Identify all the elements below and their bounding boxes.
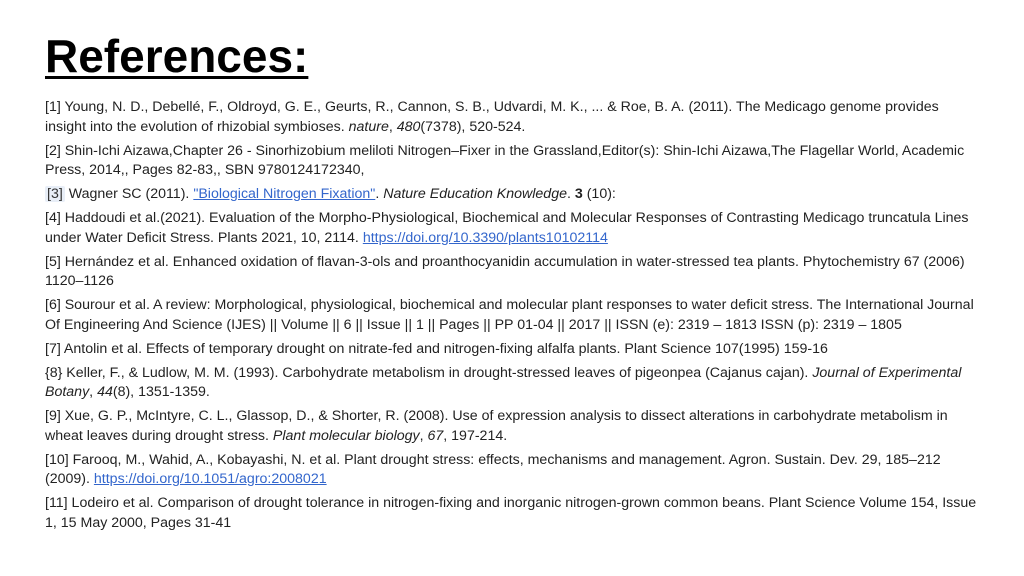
- reference-item: [45, 98, 980, 137]
- reference-item: [45, 253, 980, 292]
- reference-text: [6] Sourour et al. A review: Morphological, physiological, biochemical and molecular plant responses to water deficit stress. The International Journal Of Engineering And Science (IJES) || Volume || 6 || Issue || 1 || Pages || PP 01-04 || 2017 || ISSN (e): 2319 – 1813 ISSN (p): 2319 – 1805: [45, 297, 974, 333]
- reference-item: [45, 296, 980, 335]
- reference-item: [45, 494, 980, 533]
- reference-item: [45, 185, 980, 205]
- reference-link[interactable]: "Biological Nitrogen Fixation": [193, 186, 376, 202]
- reference-item: [45, 451, 980, 490]
- reference-volume: 480: [396, 118, 421, 135]
- reference-text: [1] Young, N. D., Debellé, F., Oldroyd, G. E., Geurts, R., Cannon, S. B., Udvardi, M. K., ... & Roe, B. A. (2011). The Medicago genome provides insight into the evolution of rhizobial symbioses.: [45, 99, 939, 135]
- reference-volume: 67: [427, 427, 444, 444]
- reference-text: [9] Xue, G. P., McIntyre, C. L., Glassop, D., & Shorter, R. (2008). Use of expression analysis to dissect alterations in carbohydrate metabolism in wheat leaves during drought stress.: [45, 408, 948, 444]
- reference-journal: Plant molecular biology: [272, 427, 420, 444]
- reference-item: [45, 364, 980, 403]
- reference-item: [45, 209, 980, 248]
- doi-link[interactable]: https://doi.org/10.3390/plants10102114: [362, 229, 608, 246]
- reference-text: {8} Keller, F., & Ludlow, M. M. (1993). Carbohydrate metabolism in drought-stressed leaves of pigeonpea (Cajanus cajan).: [45, 364, 813, 381]
- reference-text: [5] Hernández et al. Enhanced oxidation of flavan-3-ols and proanthocyanidin accumulation in water-stressed tea plants. Phytochemistry 67 (2006) 1120–1126: [45, 253, 965, 289]
- reference-item: [45, 407, 980, 446]
- reference-separator: ,: [419, 427, 428, 444]
- reference-separator: ,: [89, 384, 98, 400]
- reference-journal: Nature Education Knowledge: [383, 186, 567, 202]
- reference-journal: nature: [348, 118, 389, 135]
- page-title: References:: [45, 30, 309, 82]
- reference-volume: 3: [574, 186, 583, 202]
- reference-text: Wagner SC (2011).: [64, 186, 194, 202]
- reference-text: [7] Antolin et al. Effects of temporary drought on nitrate-fed and nitrogen-fixing alfalfa plants. Plant Science 107(1995) 159-16: [45, 340, 828, 357]
- reference-journal: Journal of Experimental Botany: [45, 364, 962, 400]
- reference-list: [45, 98, 980, 533]
- reference-separator: ,: [388, 118, 397, 135]
- reference-tail: , 197-214.: [443, 427, 508, 444]
- reference-text: [4] Haddoudi et al.(2021). Evaluation of the Morpho-Physiological, Biochemical and Molecular Responses of Contrasting Medicago truncatula Lines under Water Deficit Stress. Plants 2021, 10, 2114.: [45, 210, 969, 246]
- reference-tail: (8), 1351-1359.: [112, 384, 210, 400]
- reference-text: [10] Farooq, M., Wahid, A., Kobayashi, N. et al. Plant drought stress: effects, mechanisms and management. Agron. Sustain. Dev. 29, 185–212 (2009).: [45, 451, 941, 487]
- reference-tail: (10):: [582, 186, 616, 202]
- reference-number-badge: [3]: [47, 186, 63, 202]
- reference-text: [11] Lodeiro et al. Comparison of drought tolerance in nitrogen-fixing and inorganic nitrogen-grown common beans. Plant Science Volume 154, Issue 1, 15 May 2000, Pages 31-41: [45, 495, 977, 531]
- reference-item: [45, 340, 980, 360]
- reference-volume: 44: [97, 384, 113, 400]
- reference-item: [45, 142, 980, 181]
- reference-separator: .: [375, 186, 384, 202]
- reference-text: [2] Shin-Ichi Aizawa,Chapter 26 - Sinorhizobium meliloti Nitrogen–Fixer in the Grassland,Editor(s): Shin-Ichi Aizawa,The Flagellar World, Academic Press, 2014,, Pages 82-83,, SBN 9780124172340,: [45, 142, 965, 178]
- reference-tail: (7378), 520-524.: [420, 118, 526, 135]
- doi-link[interactable]: https://doi.org/10.1051/agro:2008021: [93, 471, 327, 487]
- reference-separator: .: [566, 186, 575, 202]
